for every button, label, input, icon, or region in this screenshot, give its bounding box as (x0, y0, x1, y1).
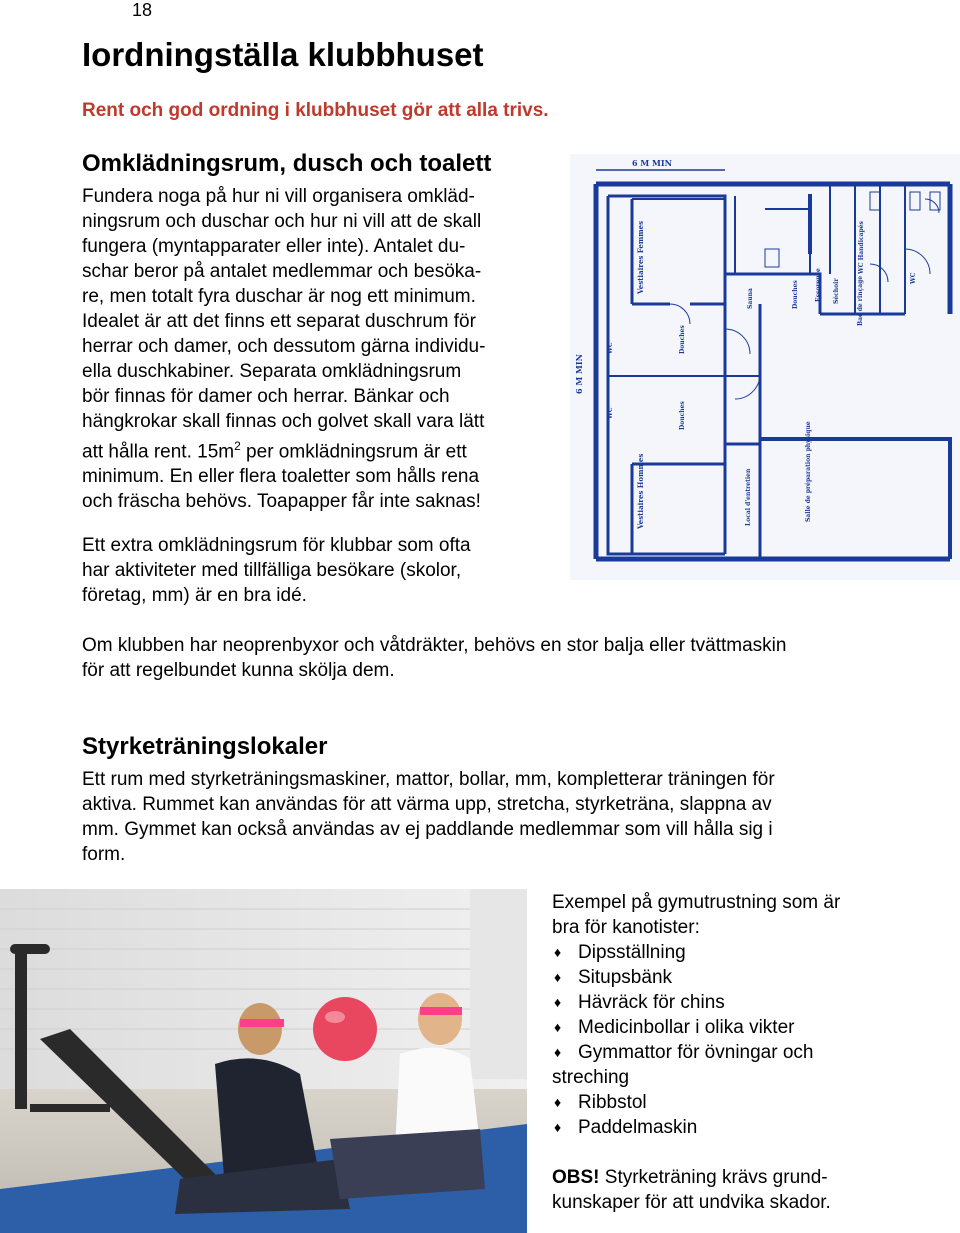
plan-label-wc-handicapes: WC Handicapés (858, 221, 865, 274)
text-line: ella duschkabiner. Separata omklädningsrum (82, 361, 462, 382)
gym-photo (0, 889, 527, 1233)
plan-label-essoreuse: Essoreuse (815, 268, 822, 302)
gym-photo-illustration (0, 889, 527, 1233)
plan-label-sauna: Sauna (747, 288, 754, 309)
list-item (552, 1040, 952, 1065)
text-line: och fräscha behövs. Toapapper får inte saknas! (82, 491, 481, 513)
equipment-intro-line: bra för kanotister: (552, 917, 700, 938)
text-line: Idealet är att det finns ett separat duschrum för (82, 311, 476, 332)
plan-label-side-dim: 6 M MIN (574, 354, 584, 394)
text-line: schar beror på antalet medlemmar och besöka- (82, 261, 482, 282)
plan-label-sechoir: Séchoir (833, 278, 840, 304)
plan-label-douches-top: Douches (792, 280, 799, 309)
list-item (552, 940, 952, 965)
text-line: minimum. En eller flera toaletter som hålls rena (82, 466, 480, 488)
text-line: form. (82, 844, 126, 865)
plan-label-douches-mid: Douches (679, 325, 686, 354)
paragraph-wetsuits (82, 633, 942, 683)
section-gym-text (82, 767, 942, 867)
list-item (552, 990, 952, 1015)
list-item (552, 965, 952, 990)
equipment-list-block (552, 890, 952, 1140)
text-line: bör finnas för damer och herrar. Bänkar och (82, 386, 450, 407)
list-item-continuation: streching (552, 1067, 630, 1088)
text-fragment: Styrketräning krävs grund- (599, 1167, 828, 1188)
section-changing-rooms-text (82, 184, 562, 514)
text-line: ningsrum och duschar och hur ni vill att de skall (82, 211, 482, 232)
page-title: Iordningställa klubbhuset (82, 36, 484, 73)
list-item-label: Hävräck för chins (578, 992, 725, 1013)
obs-note (552, 1165, 952, 1215)
plan-label-top-dim: 6 M MIN (632, 158, 672, 168)
diamond-bullet-icon: ♦ (554, 969, 562, 985)
list-item-label: Paddelmaskin (578, 1117, 698, 1138)
diamond-bullet-icon: ♦ (554, 1044, 562, 1060)
text-line (552, 1165, 952, 1190)
text-line: herrar och damer, och dessutom gärna individu- (82, 336, 486, 357)
diamond-bullet-icon: ♦ (554, 1019, 562, 1035)
equipment-list (552, 940, 952, 1140)
floorplan-image (570, 154, 960, 580)
list-item-label: Ribbstol (578, 1092, 647, 1113)
plan-label-local-entretien: Local d'entretien (745, 468, 752, 526)
obs-label: OBS! (552, 1167, 600, 1188)
text-line: aktiva. Rummet kan användas för att värma upp, stretcha, styrketräna, slappna av (82, 794, 772, 815)
list-item (552, 1090, 952, 1115)
section-heading-gym: Styrketräningslokaler (82, 733, 328, 760)
plan-label-salle-preparation: Salle de préparation physique (805, 421, 812, 522)
plan-label-vestiaires-hommes: Vestiaires Hommes (636, 453, 645, 529)
section-heading-changing-rooms: Omklädningsrum, dusch och toalett (82, 150, 492, 177)
text-line: företag, mm) är en bra idé. (82, 585, 307, 606)
list-item-label: Dipsställning (578, 942, 686, 963)
text-line: hängkrokar skall finnas och golvet skall vara lätt (82, 411, 485, 432)
plan-label-bac-rincage: Bac de rinçage (857, 275, 864, 326)
list-item (552, 1015, 952, 1040)
list-item (552, 1115, 952, 1140)
plan-label-wc-left2: WC (607, 407, 614, 419)
page-number: 18 (132, 0, 153, 20)
diamond-bullet-icon: ♦ (554, 944, 562, 960)
list-item-label: Medicinbollar i olika vikter (578, 1017, 795, 1038)
text-line: har aktiviteter med tillfälliga besökare (skolor, (82, 560, 462, 581)
page-subtitle: Rent och god ordning i klubbhuset gör att alla trivs. (82, 100, 549, 121)
diamond-bullet-icon: ♦ (554, 994, 562, 1010)
text-line (82, 434, 562, 464)
text-line: för att regelbundet kunna skölja dem. (82, 660, 395, 681)
list-item-label: Situpsbänk (578, 967, 673, 988)
text-fragment: per omklädningsrum är ett (240, 441, 467, 463)
plan-label-wc-right: WC (910, 272, 917, 284)
superscript: 2 (234, 439, 241, 453)
plan-label-douches-low: Douches (679, 401, 686, 430)
list-item-label: Gymmattor för övningar och (578, 1042, 814, 1063)
diamond-bullet-icon: ♦ (554, 1119, 562, 1135)
text-line: Fundera noga på hur ni vill organisera omkläd- (82, 186, 475, 207)
text-line: Ett rum med styrketräningsmaskiner, mattor, bollar, mm, kompletterar träningen för (82, 769, 775, 790)
text-line: Ett extra omklädningsrum för klubbar som ofta (82, 535, 471, 556)
text-line: mm. Gymmet kan också användas av ej paddlande medlemmar som vill hålla sig i (82, 819, 773, 840)
text-line: re, men totalt fyra duschar är nog ett minimum. (82, 286, 476, 307)
text-line: kunskaper för att undvika skador. (552, 1192, 831, 1213)
text-line: fungera (myntapparater eller inte). Antalet du- (82, 236, 466, 257)
plan-label-wc-left1: WC (607, 342, 614, 354)
text-fragment: att hålla rent. 15m (82, 441, 235, 463)
equipment-intro-line: Exempel på gymutrustning som är (552, 892, 841, 913)
paragraph-extra-room (82, 533, 562, 608)
diamond-bullet-icon: ♦ (554, 1094, 562, 1110)
text-line: Om klubben har neoprenbyxor och våtdräkter, behövs en stor balja eller tvättmaskin (82, 635, 787, 656)
plan-label-vestiaires-femmes: Vestiaires Femmes (636, 220, 645, 294)
